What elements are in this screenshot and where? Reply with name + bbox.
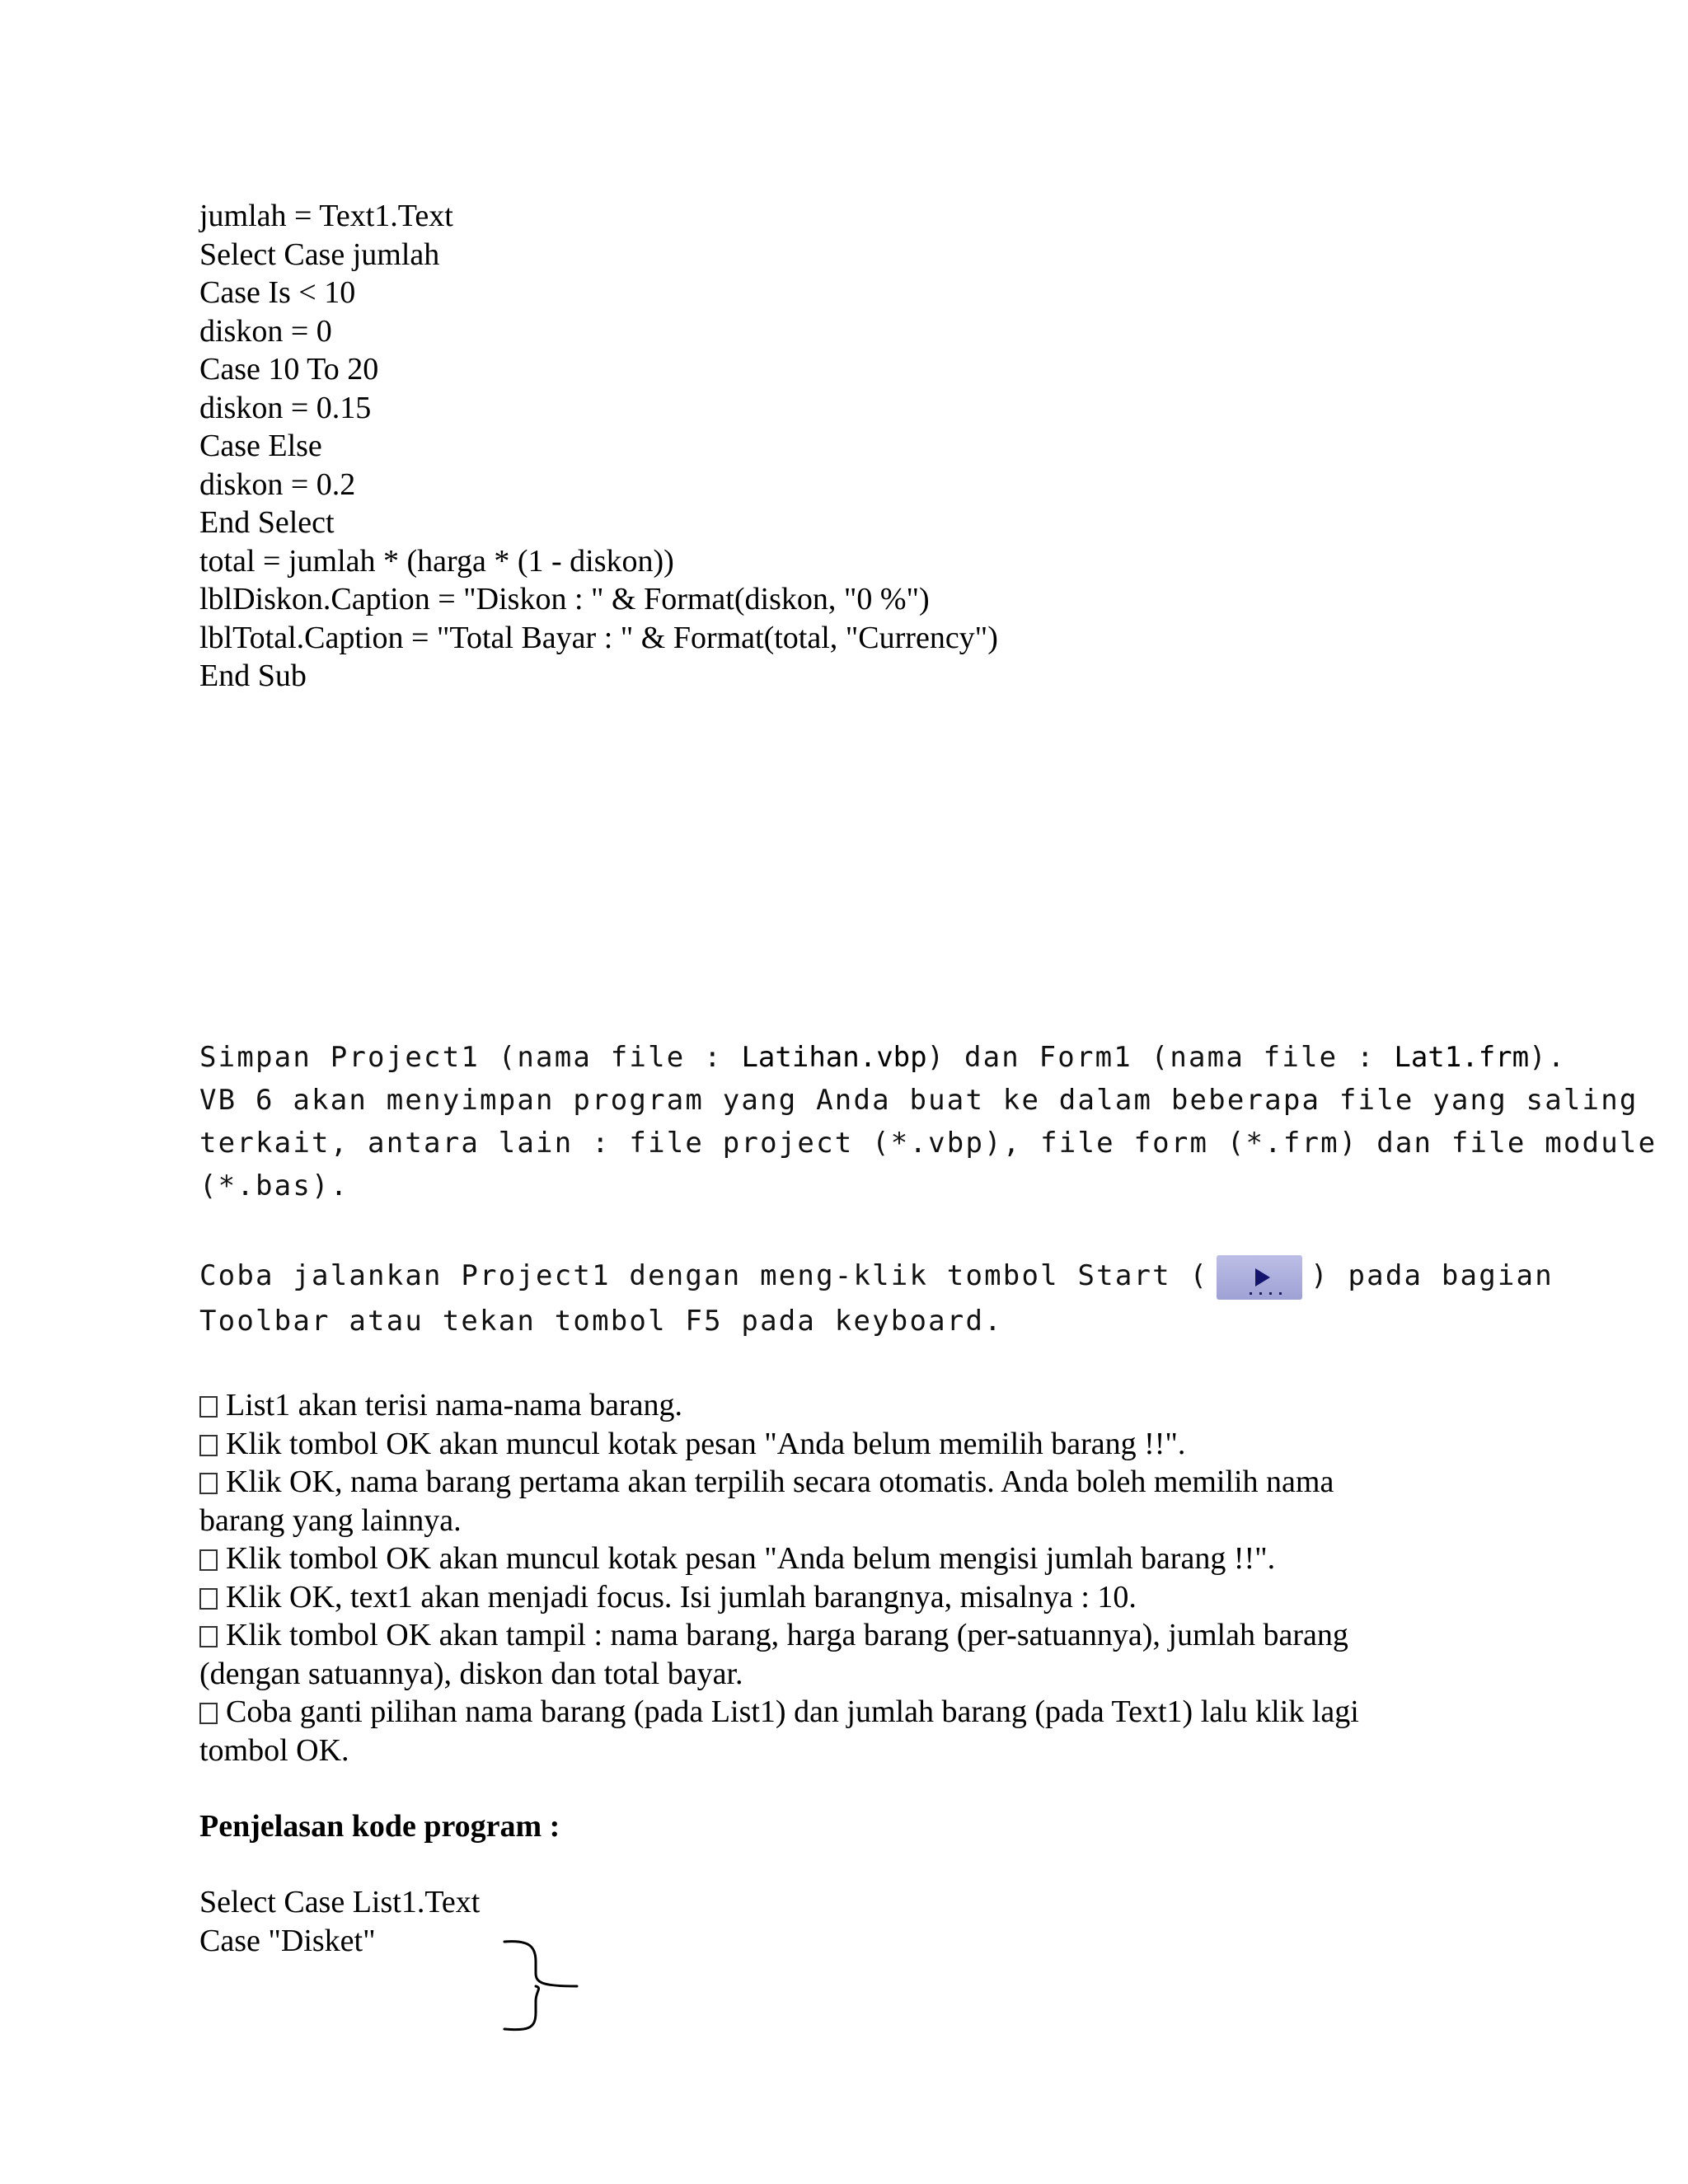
bullet-box-icon [199, 1703, 218, 1724]
play-icon [1255, 1268, 1270, 1286]
paragraph-line: Toolbar atau tekan tombol F5 pada keyboard. [199, 1304, 1003, 1338]
code-line: Select Case List1.Text [199, 1885, 481, 1919]
list-item [199, 1540, 1359, 1578]
text-run: ) dan Form1 (nama file : [926, 1041, 1395, 1074]
code-line: diskon = 0.15 [199, 390, 372, 425]
code-line: diskon = 0.2 [199, 466, 356, 502]
code-line: Select Case jumlah [199, 237, 440, 272]
start-button [1217, 1255, 1302, 1300]
list-item-text: Klik tombol OK akan muncul kotak pesan "Anda belum mengisi jumlah barang !!". [226, 1541, 1276, 1576]
filename-vbp: Latihan.vbp [741, 1041, 927, 1074]
list-item-text: Klik tombol OK akan muncul kotak pesan "Anda belum memilih barang !!". [226, 1426, 1186, 1461]
section-heading: Penjelasan kode program : [199, 1809, 560, 1844]
code-line: End Sub [199, 658, 307, 693]
bullet-box-icon [199, 1588, 218, 1610]
code-line: total = jumlah * (harga * (1 - diskon)) [199, 543, 674, 579]
code-line: Case Else [199, 429, 322, 463]
code-block [199, 197, 998, 696]
text-run: Simpan Project1 (nama file : [199, 1041, 742, 1074]
curly-brace-icon [495, 1937, 585, 2036]
paragraph-line [199, 1036, 1657, 1079]
dots-decoration [1250, 1292, 1282, 1295]
paragraph-line: VB 6 akan menyimpan program yang Anda buat ke dalam beberapa file yang saling [199, 1084, 1639, 1117]
list-item [199, 1578, 1359, 1617]
list-item-continuation: barang yang lainnya. [199, 1502, 462, 1538]
code-line: lblTotal.Caption = "Total Bayar : " & Format(total, "Currency") [199, 620, 998, 655]
paragraph-line: (*.bas). [199, 1169, 349, 1202]
list-item-continuation: tombol OK. [199, 1732, 349, 1768]
bullet-list [199, 1386, 1359, 1769]
text-run: Coba jalankan Project1 dengan meng-klik tombol Start ( [199, 1259, 1209, 1292]
run-paragraph [199, 1254, 1554, 1343]
bullet-box-icon [199, 1435, 218, 1456]
code-line: lblDiskon.Caption = "Diskon : " & Format(diskon, "0 %") [199, 582, 930, 616]
paragraph-line [199, 1254, 1554, 1300]
bullet-box-icon [199, 1626, 218, 1647]
code-line: jumlah = Text1.Text [199, 199, 453, 233]
list-item-text: Klik OK, text1 akan menjadi focus. Isi jumlah barangnya, misalnya : 10. [226, 1579, 1137, 1615]
list-item-text: Klik tombol OK akan tampil : nama barang, harga barang (per-satuannya), jumlah barang [226, 1618, 1348, 1652]
code-line: Case Is < 10 [199, 275, 356, 310]
list-item [199, 1616, 1359, 1655]
list-item [199, 1386, 1359, 1425]
filename-frm: Lat1.frm [1394, 1041, 1530, 1074]
text-run: ) pada bagian [1311, 1259, 1554, 1292]
list-item-text: List1 akan terisi nama-nama barang. [226, 1388, 682, 1422]
list-item-text: Klik OK, nama barang pertama akan terpilih secara otomatis. Anda boleh memilih nama [226, 1465, 1334, 1499]
list-item [199, 1693, 1359, 1732]
list-item-text: Coba ganti pilihan nama barang (pada List1) dan jumlah barang (pada Text1) lalu klik lagi [226, 1694, 1359, 1729]
bullet-box-icon [199, 1549, 218, 1571]
text-run: ). [1529, 1041, 1567, 1074]
list-item [199, 1425, 1359, 1464]
code-line: diskon = 0 [199, 313, 332, 349]
code-line: Case 10 To 20 [199, 352, 379, 387]
save-paragraph [199, 1036, 1657, 1207]
list-item-continuation: (dengan satuannya), diskon dan total bayar. [199, 1656, 743, 1691]
bullet-box-icon [199, 1473, 218, 1494]
code-line: Case "Disket" [199, 1923, 376, 1958]
bullet-box-icon [199, 1396, 218, 1418]
list-item [199, 1463, 1359, 1502]
code-line: End Select [199, 505, 335, 540]
explanation-code [199, 1883, 480, 1960]
paragraph-line: terkait, antara lain : file project (*.vbp), file form (*.frm) dan file module [199, 1127, 1658, 1160]
